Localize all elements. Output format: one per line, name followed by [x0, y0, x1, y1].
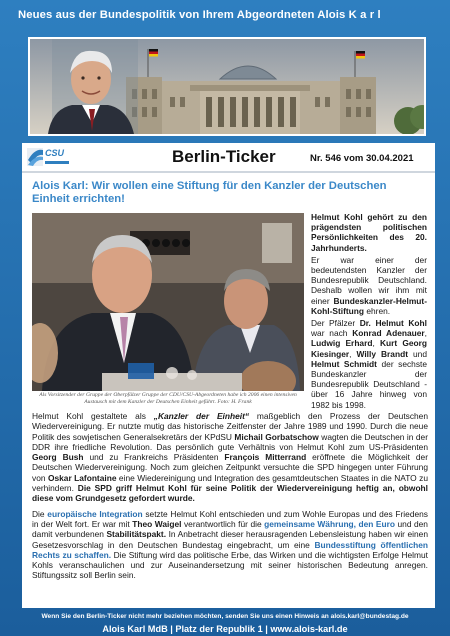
reichstag-illustration [30, 39, 424, 134]
side-paragraph-2: Er war einer der bedeutendsten Kanzler der Bundesrepublik Deutschland. Deshalb wollen wir ihm mit einer Bundeskanzler-Helmut-Kohl-Stiftung ehren. [311, 254, 427, 316]
issue-number: Nr. 546 vom 30.04.2021 [310, 153, 414, 164]
side-paragraph-1: Helmut Kohl gehört zu den prägendsten politischen Persönlichkeiten des 20. Jahrhunderts. [311, 212, 427, 253]
photo-caption: Als Vorsitzender der Gruppe der Oberpfälzer Gruppe der CDU/CSU-Abgeordneten habe ich 2006 einen intensiven Austausch mit dem Kanzler der Deutschen Einheit geführt. Foto: H. Frank [39, 392, 297, 405]
article-headline: Alois Karl: Wir wollen eine Stiftung für den Kanzler der Deutschen Einheit errichten! [32, 180, 387, 205]
side-column-text [311, 212, 427, 412]
newsletter-title: Neues aus der Bundespolitik von Ihrem Abgeordneten Alois K a r l [18, 9, 381, 21]
ticker-header [22, 143, 435, 173]
unsubscribe-notice: Wenn Sie den Berlin-Ticker nicht mehr beziehen möchten, senden Sie uns einen Hinweis an alois.karl@bundestag.de [41, 613, 409, 620]
portrait-photo [48, 39, 138, 134]
meeting-photo-illustration [32, 213, 304, 391]
newsletter-card [22, 143, 435, 608]
csu-label: CSU [45, 148, 65, 158]
side-paragraph-3: Der Pfälzer Dr. Helmut Kohl war nach Konrad Adenauer, Ludwig Erhard, Kurt Georg Kiesinger, Willy Brandt und Helmut Schmidt der sechste Bundeskanzler der Bundesrepublik Deutschland - über 16 Jahre hinweg von 1982 bis 1998. [311, 318, 428, 410]
contact-footer: Alois Karl MdB | Platz der Republik 1 | www.alois-karl.de [102, 624, 348, 634]
ticker-title: Berlin-Ticker [172, 147, 276, 166]
header-banner-image [28, 37, 426, 136]
article-photo [32, 213, 304, 391]
body-paragraph-1: Helmut Kohl gestaltete als „Kanzler der Einheit“ maßgeblich den Prozess der Deutschen Wiedervereinigung. Er nutzte mutig das historische Zeitfenster der Jahre 1989 und 1990. Durch die neue Politik des sowjetischen Generalsekretärs der KPdSU Michail Gorbatschow wagten die Deutschen in der DDR ihre friedliche Revolution. Das persönlich gute Verhältnis von Helmut Kohl zum US-Präsidenten Georg Bush und zu Frankreichs Präsidenten François Mitterrand eröffnete die Möglichkeit der Deutschen Wiedervereinigung. Noch zum gleichen Zeitpunkt versuchte die SPD hingegen unter Führung von Oskar Lafontaine eine Wiedereinigung und Integration des gesamtdeutschen Staates in die NATO zu verhindern. Die SPD griff Helmut Kohl für seine Politik der Wiedervereinigung heftig an, obwohl diese vom Grundgesetz gefordert wurde. [32, 411, 429, 504]
article-body [32, 411, 428, 586]
body-paragraph-2: Die europäische Integration setzte Helmut Kohl entschieden und zum Wohle Europas und des Friedens in der Welt fort. Er war mit Theo Waigel verantwortlich für die gemeinsame Währung, den Euro und den damit verbundenen Stabilitätspakt. In Anbetracht dieser herausragenden Lebensleistung haben wir einen Gesetzesvorschlag in den Deutschen Bundestag eingebracht, um eine Bundesstiftung öffentlichen Rechts zu schaffen. Die Stiftung wird das politische Erbe, das Wirken und die wichtigsten Erfolge Helmut Kohls veranschaulichen und zur Auseinandersetzung mit seiner historischen Bedeutung anregen. Stiftungssitz soll Berlin sein. [32, 508, 428, 581]
